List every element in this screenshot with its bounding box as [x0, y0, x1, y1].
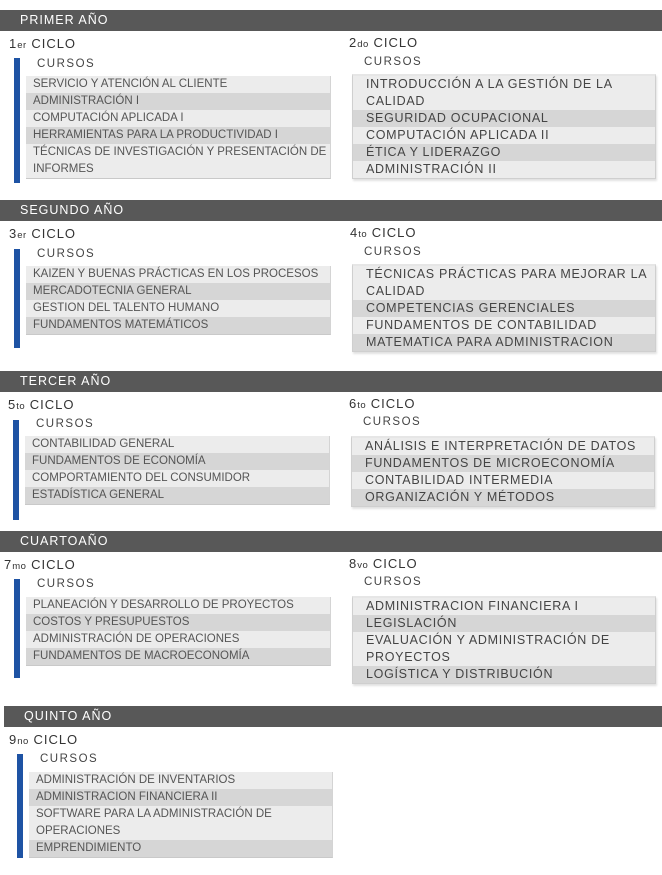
- cycle-title: [9, 36, 76, 51]
- course-item: LOGÍSTICA Y DISTRIBUCIÓN: [353, 666, 655, 683]
- cycle-label: CICLO: [31, 226, 77, 241]
- course-list: [352, 74, 656, 179]
- course-item: COSTOS Y PRESUPUESTOS: [26, 614, 330, 631]
- course-item: ADMINISTRACION FINANCIERA I: [353, 598, 655, 615]
- course-item: SERVICIO Y ATENCIÓN AL CLIENTE: [26, 76, 330, 93]
- course-item: SOFTWARE PARA LA ADMINISTRACIÓN DE OPERACIONES: [29, 806, 332, 840]
- cycle-bar: [14, 579, 20, 678]
- course-item: ADMINISTRACIÓN DE OPERACIONES: [26, 631, 330, 648]
- course-item: COMPUTACIÓN APLICADA I: [26, 110, 330, 127]
- course-item: INTRODUCCIÓN A LA GESTIÓN DE LA CALIDAD: [353, 76, 655, 110]
- cycle-label: CICLO: [29, 397, 75, 412]
- course-item: FUNDAMENTOS DE MICROECONOMÍA: [352, 455, 654, 472]
- course-item: ADMINISTRACIÓN DE INVENTARIOS: [29, 772, 332, 789]
- cycle-title: [4, 557, 76, 572]
- course-item: EMPRENDIMIENTO: [29, 840, 332, 857]
- cursos-heading: CURSOS: [36, 418, 95, 430]
- course-item: KAIZEN Y BUENAS PRÁCTICAS EN LOS PROCESOS: [26, 266, 330, 283]
- cursos-heading: CURSOS: [37, 248, 96, 260]
- course-item: ORGANIZACIÓN Y MÉTODOS: [352, 489, 654, 506]
- course-item: TÉCNICAS PRÁCTICAS PARA MEJORAR LA CALIDAD: [353, 266, 655, 300]
- cycle-number: 3: [9, 226, 18, 241]
- cycle-suffix: to: [16, 401, 26, 412]
- cycle-title: [9, 226, 76, 241]
- cycle-label: CICLO: [31, 557, 76, 572]
- course-item: ESTADÍSTICA GENERAL: [25, 487, 329, 504]
- course-item: ADMINISTRACIÓN I: [26, 93, 330, 110]
- course-item: FUNDAMENTOS DE CONTABILIDAD: [353, 317, 655, 334]
- cycle-number: 6: [349, 396, 358, 411]
- cycle-number: 5: [8, 397, 17, 412]
- course-item: EVALUACIÓN Y ADMINISTRACIÓN DE PROYECTOS: [353, 632, 655, 666]
- course-item: FUNDAMENTOS DE ECONOMÍA: [25, 453, 329, 470]
- year-header: SEGUNDO AÑO: [0, 200, 662, 221]
- cycle-number: 4: [350, 225, 359, 240]
- cycle-number: 1: [9, 36, 18, 51]
- course-item: COMPUTACIÓN APLICADA II: [353, 127, 655, 144]
- course-item: HERRAMIENTAS PARA LA PRODUCTIVIDAD I: [26, 127, 330, 144]
- cycle-label: CICLO: [31, 36, 77, 51]
- course-list: [25, 436, 330, 505]
- course-list: [352, 596, 656, 684]
- cycle-label: CICLO: [373, 35, 419, 50]
- cursos-heading: CURSOS: [37, 58, 96, 70]
- course-list: [352, 264, 656, 352]
- course-item: MATEMATICA PARA ADMINISTRACION: [353, 334, 655, 351]
- cursos-heading: CURSOS: [40, 753, 99, 765]
- course-item: PLANEACIÓN Y DESARROLLO DE PROYECTOS: [26, 597, 330, 614]
- cycle-suffix: to: [357, 400, 367, 411]
- cycle-bar: [14, 249, 20, 348]
- cycle-label: CICLO: [371, 225, 417, 240]
- cursos-heading: CURSOS: [363, 416, 422, 428]
- cycle-suffix: no: [17, 736, 29, 747]
- cycle-suffix: vo: [357, 560, 369, 571]
- cycle-title: [8, 397, 75, 412]
- course-item: FUNDAMENTOS DE MACROECONOMÍA: [26, 648, 330, 665]
- year-header: QUINTO AÑO: [4, 706, 662, 727]
- cycle-title: [349, 396, 416, 411]
- cycle-suffix: er: [17, 230, 27, 241]
- cycle-number: 9: [9, 732, 18, 747]
- course-list: [29, 772, 333, 858]
- course-item: TÉCNICAS DE INVESTIGACIÓN Y PRESENTACIÓN DE INFORMES: [26, 144, 330, 178]
- cycle-number: 2: [349, 35, 358, 50]
- cycle-bar: [13, 420, 19, 520]
- course-list: [26, 76, 331, 179]
- course-item: GESTION DEL TALENTO HUMANO: [26, 300, 330, 317]
- course-item: COMPETENCIAS GERENCIALES: [353, 300, 655, 317]
- cursos-heading: CURSOS: [37, 578, 96, 590]
- course-item: ANÁLISIS E INTERPRETACIÓN DE DATOS: [352, 438, 654, 455]
- cycle-title: [349, 35, 418, 50]
- cycle-number: 7: [4, 557, 13, 572]
- course-list: [26, 266, 331, 335]
- course-item: COMPORTAMIENTO DEL CONSUMIDOR: [25, 470, 329, 487]
- course-item: CONTABILIDAD INTERMEDIA: [352, 472, 654, 489]
- cursos-heading: CURSOS: [364, 56, 423, 68]
- course-list: [26, 597, 331, 666]
- cycle-title: [350, 225, 417, 240]
- cycle-title: [9, 732, 78, 747]
- course-item: ADMINISTRACION FINANCIERA II: [29, 789, 332, 806]
- cycle-bar: [14, 58, 20, 183]
- cycle-title: [349, 556, 418, 571]
- course-item: ADMINISTRACIÓN II: [353, 161, 655, 178]
- course-item: CONTABILIDAD GENERAL: [25, 436, 329, 453]
- cycle-label: CICLO: [372, 556, 418, 571]
- year-header: CUARTOAÑO: [0, 531, 662, 552]
- cursos-heading: CURSOS: [364, 246, 423, 258]
- cycle-label: CICLO: [370, 396, 416, 411]
- cycle-bar: [17, 754, 23, 858]
- course-item: LEGISLACIÓN: [353, 615, 655, 632]
- cycle-number: 8: [349, 556, 358, 571]
- course-item: ÉTICA Y LIDERAZGO: [353, 144, 655, 161]
- course-item: MERCADOTECNIA GENERAL: [26, 283, 330, 300]
- course-item: SEGURIDAD OCUPACIONAL: [353, 110, 655, 127]
- course-item: FUNDAMENTOS MATEMÁTICOS: [26, 317, 330, 334]
- cycle-suffix: to: [358, 229, 368, 240]
- year-header: PRIMER AÑO: [0, 10, 662, 31]
- course-list: [351, 436, 655, 507]
- year-header: TERCER AÑO: [0, 371, 662, 392]
- cursos-heading: CURSOS: [364, 576, 423, 588]
- cycle-suffix: mo: [12, 561, 27, 572]
- cycle-suffix: do: [357, 39, 369, 50]
- cycle-label: CICLO: [33, 732, 79, 747]
- cycle-suffix: er: [17, 40, 27, 51]
